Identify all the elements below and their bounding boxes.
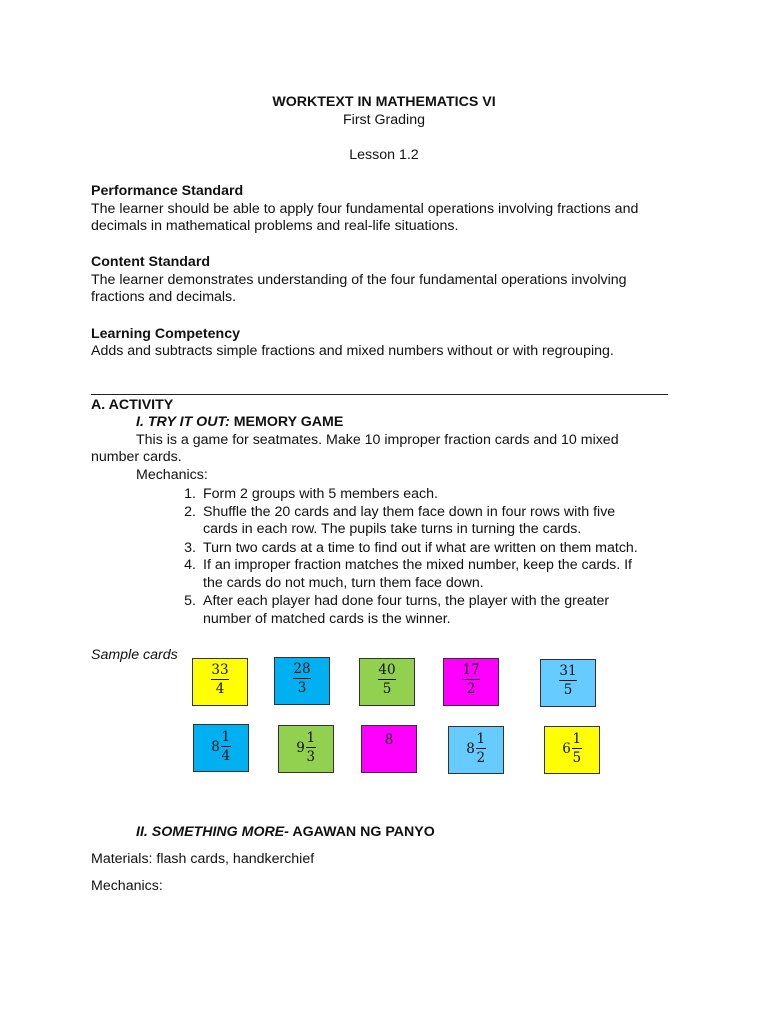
card-numerator: 31 (559, 663, 577, 679)
step-4-line-1: If an improper fraction matches the mixed number, keep the cards. If (203, 557, 632, 573)
step-number: 4. (184, 557, 196, 573)
agawan-ng-panyo-title: AGAWAN NG PANYO (288, 824, 435, 840)
fraction-card (192, 658, 248, 706)
card-numerator: 33 (211, 662, 229, 678)
mixed-number-card (448, 726, 504, 774)
fraction-card (443, 658, 499, 706)
learning-competency-line-1: Adds and subtracts simple fractions and mixed numbers without or with regrouping. (91, 343, 614, 359)
something-more-label: II. SOMETHING MORE- (136, 824, 289, 840)
mixed-number-card (193, 724, 249, 772)
card-denominator: 5 (572, 750, 582, 766)
content-standard-line-1: The learner demonstrates understanding of the four fundamental operations involving (91, 272, 627, 288)
activity-intro-line-2: number cards. (91, 449, 182, 465)
card-whole: 8 (211, 738, 220, 755)
content-standard-line-2: fractions and decimals. (91, 289, 237, 305)
step-4-line-2: the cards do not much, turn them face down. (203, 575, 484, 591)
card-numerator: 1 (221, 729, 231, 745)
materials-line: Materials: flash cards, handkerchief (91, 851, 315, 867)
card-numerator: 40 (378, 662, 396, 678)
grading-label: First Grading (343, 112, 425, 128)
learning-competency-heading: Learning Competency (91, 326, 240, 342)
card-numerator: 17 (462, 662, 480, 678)
card-whole: 6 (562, 740, 571, 757)
card-whole: 9 (296, 739, 305, 756)
step-1-line-1: Form 2 groups with 5 members each. (203, 486, 438, 502)
card-denominator: 5 (563, 682, 573, 698)
fraction-card (359, 658, 415, 706)
content-standard-heading: Content Standard (91, 254, 211, 270)
mixed-number-card (544, 726, 600, 774)
worktext-title: WORKTEXT IN MATHEMATICS VI (272, 94, 496, 110)
step-3-line-1: Turn two cards at a time to find out if what are written on them match. (203, 540, 638, 556)
mechanics-line: Mechanics: (91, 878, 163, 894)
mixed-number-card (278, 725, 334, 773)
step-number: 1. (184, 486, 196, 502)
card-denominator: 4 (221, 748, 231, 764)
step-number: 5. (184, 593, 196, 609)
section-divider (91, 394, 668, 395)
lesson-label: Lesson 1.2 (349, 147, 419, 163)
performance-standard-heading: Performance Standard (91, 183, 244, 199)
fraction-card (274, 657, 330, 705)
card-denominator: 3 (297, 680, 307, 696)
card-denominator: 4 (215, 681, 225, 697)
card-denominator: 2 (466, 681, 476, 697)
card-whole: 8 (384, 732, 394, 748)
card-denominator: 3 (306, 749, 316, 765)
activity-heading: A. ACTIVITY (91, 397, 174, 413)
try-it-out-label: I. TRY IT OUT: (136, 414, 230, 430)
fraction-card (540, 659, 596, 707)
performance-standard-line-2: decimals in mathematical problems and real-life situations. (91, 218, 459, 234)
card-denominator: 5 (382, 681, 392, 697)
mechanics-label: Mechanics: (136, 467, 208, 483)
step-5-line-2: number of matched cards is the winner. (203, 611, 451, 627)
step-2-line-1: Shuffle the 20 cards and lay them face down in four rows with five (203, 504, 616, 520)
step-2-line-2: cards in each row. The pupils take turns in turning the cards. (203, 521, 582, 537)
try-it-out-heading (136, 414, 343, 430)
card-denominator: 2 (476, 750, 486, 766)
card-whole: 8 (466, 740, 475, 757)
whole-number-card (361, 725, 417, 773)
card-numerator: 1 (476, 731, 486, 747)
card-numerator: 1 (306, 730, 316, 746)
performance-standard-line-1: The learner should be able to apply four fundamental operations involving fractions and (91, 201, 639, 217)
activity-intro-line-1: This is a game for seatmates. Make 10 improper fraction cards and 10 mixed (136, 432, 619, 448)
card-numerator: 28 (293, 661, 311, 677)
memory-game-title: MEMORY GAME (229, 414, 344, 430)
card-numerator: 1 (572, 731, 582, 747)
step-number: 3. (184, 540, 196, 556)
step-number: 2. (184, 504, 196, 520)
step-5-line-1: After each player had done four turns, the player with the greater (203, 593, 610, 609)
sample-cards-label: Sample cards (91, 647, 178, 663)
something-more-heading (136, 824, 435, 840)
